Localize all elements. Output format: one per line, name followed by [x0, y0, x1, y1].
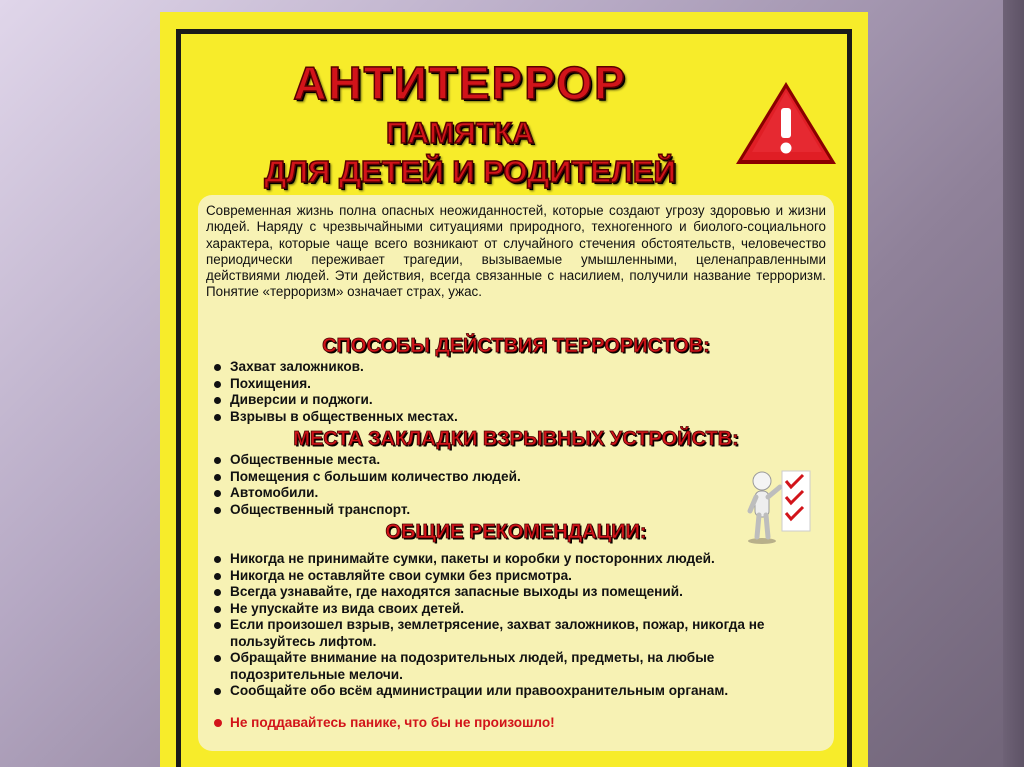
- antiterror-poster: [160, 12, 868, 767]
- content-panel: [198, 195, 834, 751]
- list-item: Никогда не принимайте сумки, пакеты и коробки у посторонних людей.: [212, 551, 812, 568]
- section-heading-methods: СПОСОБЫ ДЕЙСТВИЯ ТЕРРОРИСТОВ:: [322, 335, 710, 357]
- list-item: Если произошел взрыв, землетрясение, захват заложников, пожар, никогда не пользуйтесь лифтом.: [212, 617, 812, 650]
- section-heading-places: МЕСТА ЗАКЛАДКИ ВЗРЫВНЫХ УСТРОЙСТВ:: [293, 428, 739, 450]
- list-item: Сообщайте обо всём администрации или правоохранительным органам.: [212, 683, 812, 700]
- list-item: Общественный транспорт.: [212, 502, 521, 519]
- list-item: Взрывы в общественных местах.: [212, 409, 458, 426]
- methods-list: [212, 359, 458, 425]
- list-item: Общественные места.: [212, 452, 521, 469]
- list-item: Диверсии и поджоги.: [212, 392, 458, 409]
- warning-triangle-icon: [732, 78, 840, 168]
- list-item: Автомобили.: [212, 485, 521, 502]
- places-list: [212, 452, 521, 518]
- list-item: Похищения.: [212, 376, 458, 393]
- intro-text: Современная жизнь полна опасных неожиданностей, которые создают угрозу здоровью и жизни людей. Наряду с чрезвычайными ситуациями природного, техногенного и биолого-социального характера, которые чаще всего возникают от случайного стечения обстоятельств, человечество периодически переживает трагедии, вызываемые умышленными, целенаправленными действиями людей. Эти действия, всегда связанные с насилием, получили название терроризм. Понятие «терроризм» означает страх, ужас.: [206, 203, 826, 300]
- poster-subtitle: ПАМЯТКА: [385, 117, 535, 150]
- list-item: Никогда не оставляйте свои сумки без присмотра.: [212, 568, 812, 585]
- final-warning: Не поддавайтесь панике, что бы не произошло!: [212, 715, 555, 730]
- list-item: Не упускайте из вида своих детей.: [212, 601, 812, 618]
- list-item: Захват заложников.: [212, 359, 458, 376]
- list-item: Всегда узнавайте, где находятся запасные выходы из помещений.: [212, 584, 812, 601]
- list-item: Обращайте внимание на подозрительных людей, предметы, на любые подозрительные мелочи.: [212, 650, 812, 683]
- slide-edge-strip: [1003, 0, 1024, 767]
- poster-title: АНТИТЕРРОР: [293, 57, 627, 109]
- recommendations-list: [212, 551, 812, 700]
- poster-audience: ДЛЯ ДЕТЕЙ И РОДИТЕЛЕЙ: [264, 154, 676, 189]
- list-item: Помещения с большим количество людей.: [212, 469, 521, 486]
- section-heading-recommendations: ОБЩИЕ РЕКОМЕНДАЦИИ:: [385, 521, 647, 543]
